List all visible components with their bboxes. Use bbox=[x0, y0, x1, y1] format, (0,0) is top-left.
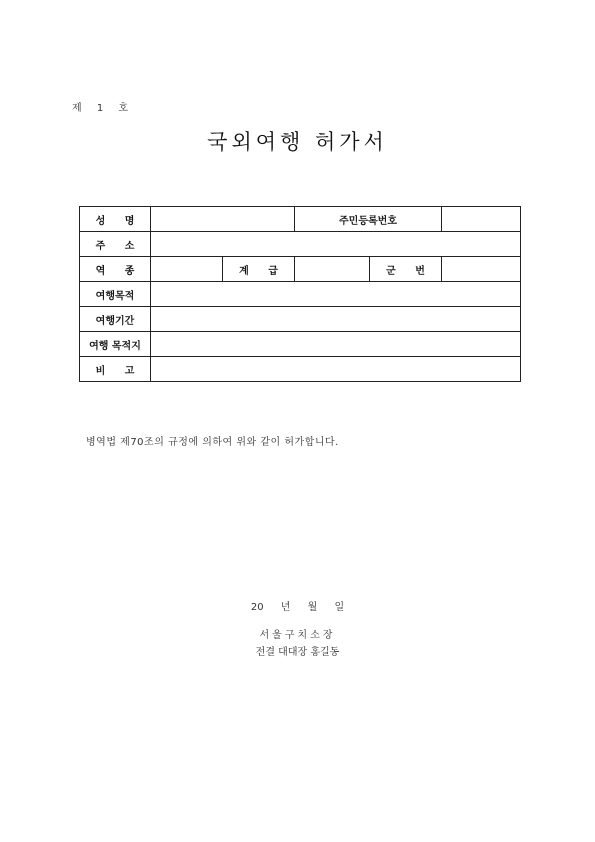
form-number: 제 1 호 bbox=[72, 103, 135, 114]
travel-purpose-value-cell bbox=[151, 282, 521, 307]
table-row bbox=[80, 357, 521, 382]
address-label: 주 소 bbox=[80, 232, 151, 257]
permission-statement: 병역법 제70조의 규정에 의하여 위와 같이 허가합니다. bbox=[86, 437, 339, 448]
service-number-value-cell bbox=[442, 257, 521, 282]
rank-label: 계 급 bbox=[223, 257, 295, 282]
document-title: 국외여행 허가서 bbox=[207, 130, 388, 154]
rank-value-cell bbox=[295, 257, 370, 282]
permit-info-table bbox=[79, 206, 521, 382]
travel-destination-value-cell bbox=[151, 332, 521, 357]
service-type-value-cell bbox=[151, 257, 223, 282]
travel-purpose-label: 여행목적 bbox=[80, 282, 151, 307]
resident-number-label: 주민등록번호 bbox=[295, 207, 442, 232]
name-label: 성 명 bbox=[80, 207, 151, 232]
remarks-label: 비 고 bbox=[80, 357, 151, 382]
name-value-cell bbox=[151, 207, 295, 232]
table-row bbox=[80, 282, 521, 307]
table-row bbox=[80, 307, 521, 332]
table-row bbox=[80, 232, 521, 257]
resident-number-value-cell bbox=[442, 207, 521, 232]
travel-period-value-cell bbox=[151, 307, 521, 332]
signing-official: 전결 대대장 홍길동 bbox=[255, 647, 340, 658]
service-number-label: 군 번 bbox=[370, 257, 442, 282]
travel-period-label: 여행기간 bbox=[80, 307, 151, 332]
table-row bbox=[80, 207, 521, 232]
address-value-cell bbox=[151, 232, 521, 257]
table-row bbox=[80, 257, 521, 282]
issuing-authority: 서울구치소장 bbox=[259, 630, 336, 641]
service-type-label: 역 종 bbox=[80, 257, 151, 282]
issue-date-line: 20 년 월 일 bbox=[250, 602, 345, 613]
travel-destination-label: 여행 목적지 bbox=[80, 332, 151, 357]
remarks-value-cell bbox=[151, 357, 521, 382]
table-row bbox=[80, 332, 521, 357]
